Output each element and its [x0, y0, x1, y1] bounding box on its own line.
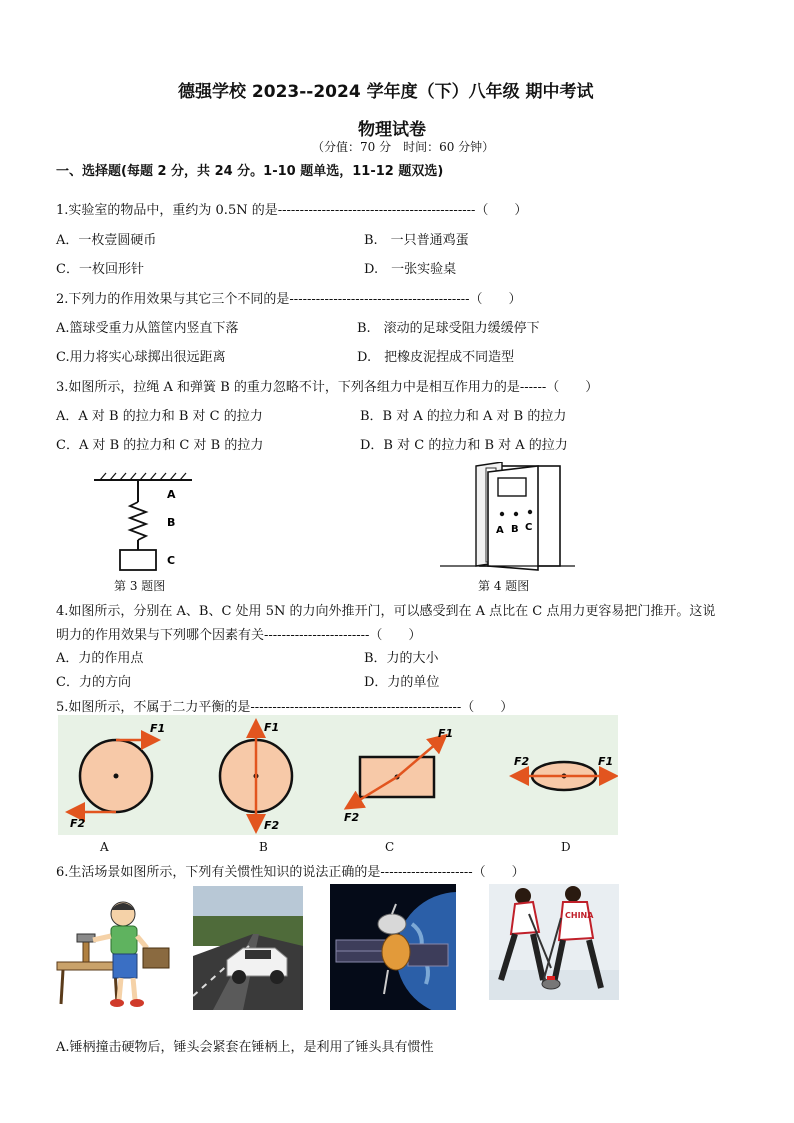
door-label-a: A	[496, 525, 504, 536]
exam-info: （分值：70 分 时间：60 分钟）	[312, 140, 495, 154]
door-label-c: C	[525, 522, 533, 533]
q5-label-d: D	[561, 840, 571, 854]
figure-q3-spring	[88, 470, 198, 575]
q5-label-a: A	[100, 840, 109, 854]
q3-option-a: A．A 对 B 的拉力和 B 对 C 的拉力	[56, 409, 263, 424]
q5-label-c: C	[385, 840, 395, 854]
figure-q3-caption: 第 3 题图	[114, 579, 166, 593]
spring-label-a: A	[167, 488, 176, 501]
q5-force-diagrams	[58, 715, 618, 835]
q4-option-d: D．力的单位	[364, 675, 440, 690]
q1-option-b: B. 一只普通鸡蛋	[364, 233, 469, 248]
q6-option-a: A.锤柄撞击硬物后，锤头会紧套在锤柄上，是利用了锤头具有惯性	[56, 1040, 434, 1055]
q2-option-b: B. 滚动的足球受阻力缓缓停下	[357, 321, 540, 336]
q1-option-c: C．一枚回形针	[56, 262, 144, 277]
q5c-f2-label: F2	[344, 811, 360, 824]
q2-stem: 2.下列力的作用效果与其它三个不同的是-----------------------------------------（ ）	[56, 292, 522, 307]
q5-diagram-panel	[58, 715, 618, 835]
q4-option-a: A．力的作用点	[56, 651, 144, 666]
q6-photo-satellite	[330, 884, 456, 1010]
curling-jersey-text: CHINA	[565, 911, 594, 920]
q6-photo-curling	[489, 884, 619, 1000]
q1-option-d: D. 一张实验桌	[364, 262, 457, 277]
q5b-f2-label: F2	[264, 819, 280, 832]
q5b-f1-label: F1	[264, 721, 280, 734]
q5d-f1-label: F1	[598, 755, 614, 768]
q4-stem-line1: 4.如图所示，分别在 A、B、C 处用 5N 的力向外推开门，可以感受到在 A 点比在 C 点用力更容易把门推开。这说	[56, 604, 716, 619]
spring-label-b: B	[167, 516, 176, 529]
q6-photo-car	[193, 886, 303, 1010]
q5-label-b: B	[259, 840, 268, 854]
q6-stem: 6.生活场景如图所示，下列有关惯性知识的说法正确的是---------------------（ ）	[56, 865, 525, 880]
q2-option-a: A.篮球受重力从篮筐内竖直下落	[56, 321, 239, 336]
q1-option-a: A．一枚壹圆硬币	[56, 233, 157, 248]
figure-q4-caption: 第 4 题图	[478, 579, 530, 593]
q2-option-d: D. 把橡皮泥捏成不同造型	[357, 350, 515, 365]
q1-stem: 1.实验室的物品中，重约为 0.5N 的是---------------------------------------------（ ）	[56, 203, 528, 218]
q3-stem: 3.如图所示，拉绳 A 和弹簧 B 的重力忽略不计，下列各组力中是相互作用力的是------（ ）	[56, 380, 599, 395]
q3-option-d: D．B 对 C 的拉力和 B 对 A 的拉力	[360, 438, 568, 453]
q4-option-b: B．力的大小	[364, 651, 439, 666]
q3-option-c: C．A 对 B 的拉力和 C 对 B 的拉力	[56, 438, 264, 453]
figure-q4-door	[440, 462, 575, 572]
q5a-f2-label: F2	[70, 817, 86, 830]
q3-option-b: B．B 对 A 的拉力和 A 对 B 的拉力	[360, 409, 567, 424]
q4-stem-line2: 明力的作用效果与下列哪个因素有关------------------------（ ）	[56, 628, 422, 643]
section-heading: 一、选择题(每题 2 分，共 24 分。1-10 题单选，11-12 题双选)	[56, 164, 444, 179]
spring-label-c: C	[167, 554, 176, 567]
door-label-b: B	[511, 524, 519, 535]
q5c-f1-label: F1	[438, 727, 454, 740]
q5d-f2-label: F2	[514, 755, 530, 768]
q5-stem: 5.如图所示，不属于二力平衡的是------------------------------------------------（ ）	[56, 700, 514, 715]
exam-subtitle: 物理试卷	[358, 120, 426, 140]
q4-option-c: C．力的方向	[56, 675, 131, 690]
exam-title: 德强学校 2023--2024 学年度（下）八年级 期中考试	[178, 82, 594, 102]
q5a-f1-label: F1	[150, 722, 166, 735]
q6-photo-hammer-cartoon	[55, 892, 175, 1012]
q2-option-c: C.用力将实心球掷出很远距离	[56, 350, 226, 365]
